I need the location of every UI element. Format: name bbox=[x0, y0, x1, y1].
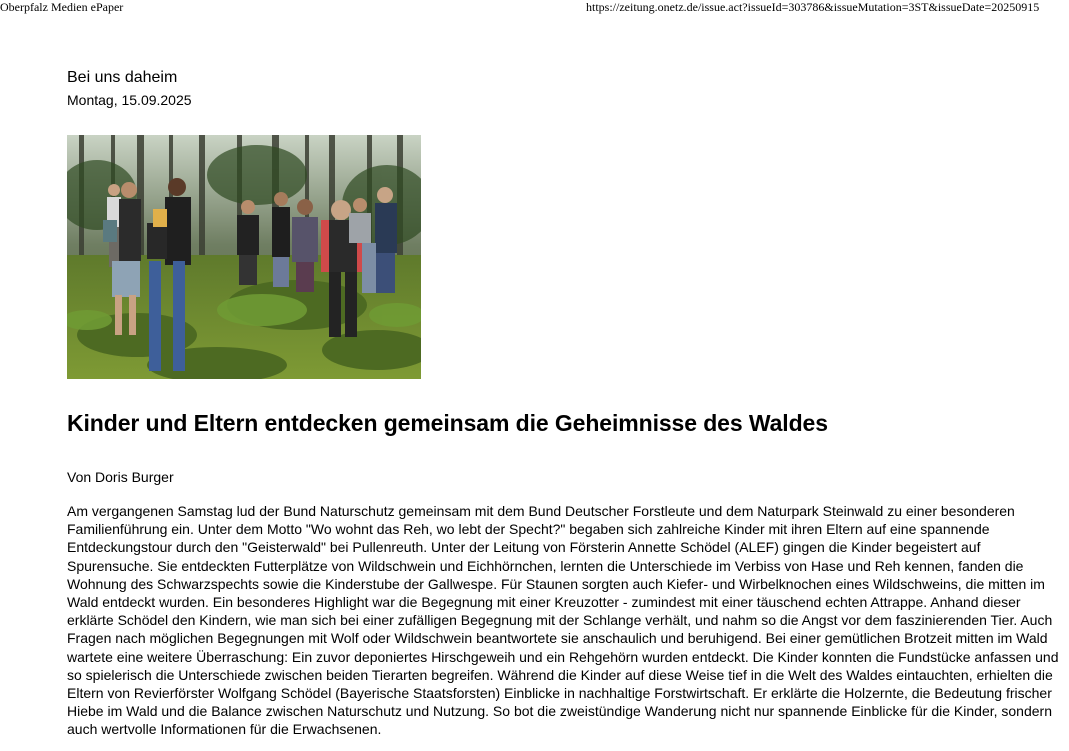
print-header bbox=[0, 0, 1069, 16]
article-body: Am vergangenen Samstag lud der Bund Naturschutz gemeinsam mit dem Bund Deutscher Forstleute und dem Naturpark Steinwald zu einer besonderen Familienführung ein. Unter dem Motto "Wo wohnt das Reh, wo lebt der Specht?" begaben sich zahlreiche Kinder mit ihren Eltern auf eine spannende Entdeckungstour durch den "Geisterwald" bei Pullenreuth. Unter der Leitung von Försterin Annette Schödel (ALEF) gingen die Kinder begeistert auf Spurensuche. Sie entdeckten Futterplätze von Wildschwein und Eichhörnchen, lernten die Unterschiede im Verbiss von Hase und Reh kennen, fanden die Wohnung des Schwarzspechts sowie die Kinderstube der Gallwespe. Für Staunen sorgten auch Kiefer- und Wirbelknochen eines Wildschweins, die mitten im Wald entdeckt wurden. Ein besonderes Highlight war die Begegnung mit einer Kreuzotter - zumindest mit einer täuschend echten Attrappe. Anhand dieser erklärte Schödel den Kindern, wie man sich bei einer zufälligen Begegnung mit der Schlange verhält, und nahm so die Angst vor dem faszinierenden Tier. Auch Fragen nach möglichen Begegnungen mit Wolf oder Wildschwein beantwortete sie anschaulich und beruhigend. Bei einer gemütlichen Brotzeit mitten im Wald wartete eine weitere Überraschung: Ein zuvor deponiertes Hirschgeweih und ein Rehgehörn wurden entdeckt. Die Kinder konnten die Fundstücke anfassen und so spielerisch die Unterschiede zwischen beiden Tierarten begreifen. Während die Kinder auf diese Weise tief in die Welt des Waldes eintauchten, erhielten die Eltern von Revierförster Wolfgang Schödel (Bayerische Staatsforsten) Einblicke in nachhaltige Forstwirtschaft. Er erklärte die Holzernte, die Bedeutung frischer Hiebe im Wald und die Balance zwischen Naturschutz und Nutzung. So bot die zweistündige Wanderung nicht nur spannende Einblicke für die Kinder, sondern auch wertvolle Informationen für die Erwachsenen. bbox=[67, 503, 1059, 738]
article bbox=[67, 68, 1062, 739]
article-headline: Kinder und Eltern entdecken gemeinsam die Geheimnisse des Waldes bbox=[67, 410, 828, 436]
article-date: Montag, 15.09.2025 bbox=[67, 92, 192, 108]
print-header-url: https://zeitung.onetz.de/issue.act?issueId=303786&issueMutation=3ST&issueDate=20250915 bbox=[586, 0, 1040, 14]
section-name: Bei uns daheim bbox=[67, 69, 178, 86]
article-author: Von Doris Burger bbox=[67, 469, 174, 485]
article-photo bbox=[67, 135, 421, 379]
print-header-title: Oberpfalz Medien ePaper bbox=[0, 0, 124, 14]
